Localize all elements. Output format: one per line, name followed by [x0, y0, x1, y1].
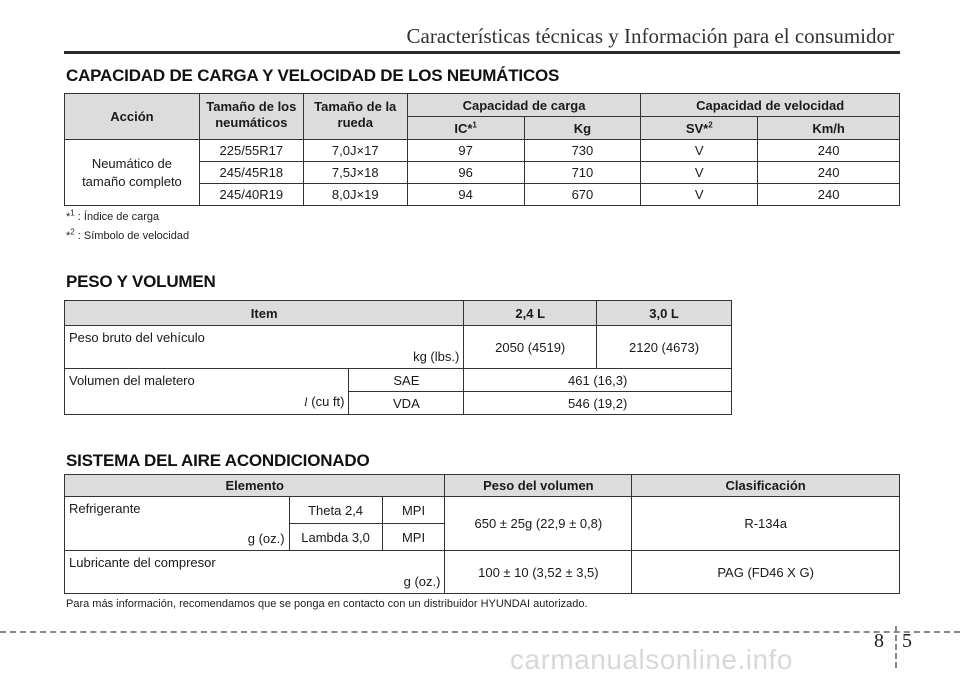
cell-kmh: 240	[758, 162, 900, 184]
table-row	[65, 140, 900, 162]
tires-section-title: CAPACIDAD DE CARGA Y VELOCIDAD DE LOS NEUMÁTICOS	[66, 66, 560, 85]
table-row	[65, 326, 732, 369]
refrigerant-volume: 650 ± 25g (22,9 ± 0,8)	[445, 497, 632, 551]
table-row	[65, 497, 900, 524]
cell-kmh: 240	[758, 140, 900, 162]
cell-kg: 730	[524, 140, 641, 162]
header-item: Item	[65, 301, 464, 326]
ac-footnote: Para más información, recomendamos que se ponga en contacto con un distribuidor HYUNDAI autorizado.	[66, 598, 588, 610]
page-number-separator	[895, 626, 897, 668]
header-accion: Acción	[65, 94, 200, 140]
cell-sv: V	[641, 162, 758, 184]
page-number-page: 5	[902, 630, 912, 652]
refrigerant-unit: g (oz.)	[247, 531, 285, 546]
refrigerant-class: R-134a	[632, 497, 900, 551]
header-tire-size: Tamaño de los neumáticos	[199, 94, 303, 140]
ac-section-title: SISTEMA DEL AIRE ACONDICIONADO	[66, 451, 370, 470]
gross-weight-label: Peso bruto del vehículo	[69, 330, 205, 345]
ac-table	[64, 474, 900, 594]
row-label: Neumático de tamaño completo	[65, 140, 200, 206]
header-volume: Peso del volumen	[445, 475, 632, 497]
header-rule	[64, 51, 900, 54]
header-wheel-size: Tamaño de la rueda	[303, 94, 407, 140]
header-element: Elemento	[65, 475, 445, 497]
trunk-value-sae: 461 (16,3)	[464, 369, 732, 392]
refrigerant-label: Refrigerante	[69, 501, 141, 516]
table-row	[65, 369, 732, 392]
header-30l: 3,0 L	[597, 301, 732, 326]
cell-tire: 245/40R19	[199, 184, 303, 206]
cell-kg: 670	[524, 184, 641, 206]
engine-lambda-type: MPI	[382, 524, 445, 551]
header-classification: Clasificación	[632, 475, 900, 497]
cell-kmh: 240	[758, 184, 900, 206]
footer-dashed-rule	[0, 631, 960, 633]
cell-wheel: 8,0J×19	[303, 184, 407, 206]
cell-tire: 225/55R17	[199, 140, 303, 162]
weight-table	[64, 300, 732, 415]
lubricant-cell	[65, 551, 445, 594]
table-row	[65, 551, 900, 594]
header-ic: IC*$^1$	[407, 117, 524, 140]
gross-weight-cell	[65, 326, 464, 369]
cell-ic: 97	[407, 140, 524, 162]
cell-wheel: 7,0J×17	[303, 140, 407, 162]
header-kmh: Km/h	[758, 117, 900, 140]
engine-lambda: Lambda 3,0	[289, 524, 382, 551]
trunk-volume-unit: l (cu ft)	[304, 394, 345, 409]
footnote-load-index: *$^1$ : Índice de carga	[66, 208, 160, 223]
header-load-capacity: Capacidad de carga	[407, 94, 641, 117]
cell-tire: 245/45R18	[199, 162, 303, 184]
footnote-speed-symbol: *$^2$ : Símbolo de velocidad	[66, 227, 190, 242]
trunk-volume-label: Volumen del maletero	[69, 373, 195, 388]
refrigerant-cell	[65, 497, 290, 551]
page-number-chapter: 8	[874, 630, 884, 652]
header-speed-capacity: Capacidad de velocidad	[641, 94, 900, 117]
lubricant-class: PAG (FD46 X G)	[632, 551, 900, 594]
cell-ic: 96	[407, 162, 524, 184]
gross-weight-30l: 2120 (4673)	[597, 326, 732, 369]
engine-theta: Theta 2,4	[289, 497, 382, 524]
gross-weight-unit: kg (lbs.)	[413, 349, 460, 364]
trunk-std-vda: VDA	[349, 392, 464, 415]
tires-table	[64, 93, 900, 206]
header-sv: SV*$^2$	[641, 117, 758, 140]
cell-wheel: 7,5J×18	[303, 162, 407, 184]
trunk-value-vda: 546 (19,2)	[464, 392, 732, 415]
header-kg: Kg	[524, 117, 641, 140]
page-header-title: Características técnicas y Información para el consumidor	[406, 24, 894, 48]
weight-section-title: PESO Y VOLUMEN	[66, 272, 216, 291]
engine-theta-type: MPI	[382, 497, 445, 524]
trunk-volume-cell	[65, 369, 349, 415]
gross-weight-24l: 2050 (4519)	[464, 326, 597, 369]
cell-ic: 94	[407, 184, 524, 206]
watermark: carmanualsonline.info	[510, 644, 793, 675]
cell-sv: V	[641, 184, 758, 206]
lubricant-label: Lubricante del compresor	[69, 555, 216, 570]
lubricant-volume: 100 ± 10 (3,52 ± 3,5)	[445, 551, 632, 594]
trunk-std-sae: SAE	[349, 369, 464, 392]
lubricant-unit: g (oz.)	[403, 574, 441, 589]
header-24l: 2,4 L	[464, 301, 597, 326]
cell-kg: 710	[524, 162, 641, 184]
cell-sv: V	[641, 140, 758, 162]
